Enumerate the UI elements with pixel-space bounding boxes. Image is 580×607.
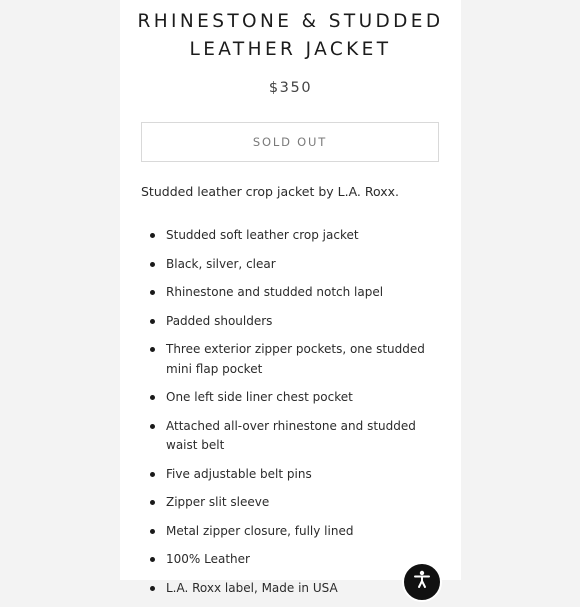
list-item xyxy=(141,226,451,246)
feature-text: L.A. Roxx label, Made in USA xyxy=(166,580,338,595)
bullet-icon xyxy=(150,262,155,267)
bullet-icon xyxy=(150,319,155,324)
feature-text: Three exterior zipper pockets, one studded mini flap pocket xyxy=(166,342,425,376)
product-title-line-1: RHINESTONE & STUDDED xyxy=(137,11,444,32)
list-item xyxy=(141,417,451,456)
list-item xyxy=(141,283,451,303)
feature-text: Metal zipper closure, fully lined xyxy=(166,523,354,538)
list-item xyxy=(141,340,451,379)
bullet-icon xyxy=(150,424,155,429)
bullet-icon xyxy=(150,347,155,352)
bullet-icon xyxy=(150,586,155,591)
feature-text: Zipper slit sleeve xyxy=(166,495,270,509)
accessibility-figure-icon xyxy=(412,569,432,589)
product-panel xyxy=(120,0,461,595)
bullet-icon xyxy=(150,290,155,295)
feature-text: Attached all-over rhinestone and studded waist belt xyxy=(166,418,416,452)
bullet-icon xyxy=(150,395,155,400)
feature-text: Black, silver, clear xyxy=(166,256,276,271)
product-intro: Studded leather crop jacket by L.A. Roxx. xyxy=(141,184,400,199)
product-title xyxy=(120,8,461,64)
accessibility-icon[interactable] xyxy=(402,562,442,602)
feature-text: Padded shoulders xyxy=(166,313,273,328)
bullet-icon xyxy=(150,529,155,534)
product-price: $350 xyxy=(268,80,313,96)
feature-text: Five adjustable belt pins xyxy=(166,466,312,481)
list-item xyxy=(141,550,451,570)
list-item xyxy=(141,255,451,275)
feature-text: Studded soft leather crop jacket xyxy=(166,228,359,242)
feature-list xyxy=(141,226,451,607)
bullet-icon xyxy=(150,500,155,505)
list-item xyxy=(141,465,451,485)
list-item xyxy=(141,312,451,332)
sold-out-button[interactable]: SOLD OUT xyxy=(141,122,439,162)
list-item xyxy=(141,388,451,408)
product-title-line-2: LEATHER JACKET xyxy=(189,39,392,60)
feature-text: One left side liner chest pocket xyxy=(166,390,353,404)
feature-text: Rhinestone and studded notch lapel xyxy=(166,285,384,299)
list-item xyxy=(141,493,451,513)
list-item xyxy=(141,522,451,542)
bullet-icon xyxy=(150,233,155,238)
bullet-icon xyxy=(150,557,155,562)
bullet-icon xyxy=(150,472,155,477)
feature-text: 100% Leather xyxy=(166,552,250,566)
